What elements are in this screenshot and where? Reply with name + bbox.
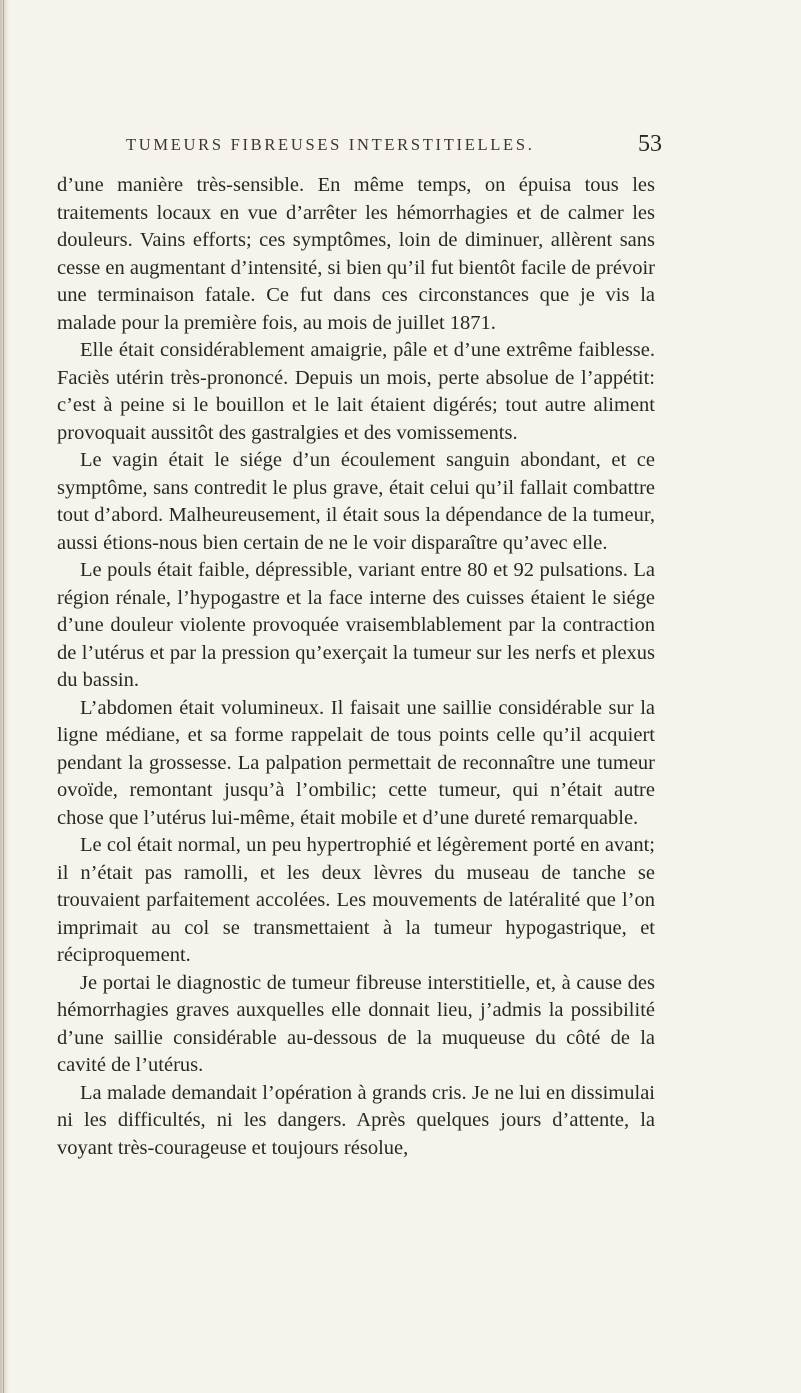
paragraph-abdomen: L’abdomen était volumineux. Il faisait une saillie considérable sur la ligne médiane, et sa forme rappelait de tous points celle qu’il acquiert pendant la grossesse. La palpation permettait de reconnaître une tumeur ovoïde, remontant jusqu’à l’ombilic; cette tumeur, qui n’était autre chose que l’utérus lui-même, était mobile et d’une dureté remarquable. bbox=[57, 696, 655, 829]
paragraph-diagnosis: Je portai le diagnostic de tumeur fibreuse interstitielle, et, à cause des hémorrhagies graves auxquelles elle donnait lieu, j’admis la possibilité d’une saillie considérable au-dessous de la muqueuse du côté de la cavité de l’utérus. bbox=[57, 971, 655, 1076]
running-title: TUMEURS FIBREUSES INTERSTITIELLES. bbox=[126, 135, 535, 154]
paragraph-continuation: d’une manière très-sensible. En même temps, on épuisa tous les traitements locaux en vue d’arrêter les hémorrhagies et de calmer les douleurs. Vains efforts; ces symptômes, loin de diminuer, allèrent sans cesse en augmentant d’intensité, si bien qu’il fut bientôt facile de prévoir une terminaison fatale. Ce fut dans ces circonstances que je vis la malade pour la première fois, au mois de juillet 1871. bbox=[57, 174, 655, 334]
paragraph-vaginal-flow: Le vagin était le siége d’un écoulement sanguin abondant, et ce symptôme, sans contredit le plus grave, était celui qu’il fallait combattre tout d’abord. Malheureusement, il était sous la dépendance de la tumeur, aussi étions-nous bien certain de ne le voir disparaître qu’avec elle. bbox=[57, 449, 655, 554]
paragraph-pulse: Le pouls était faible, dépressible, variant entre 80 et 92 pulsations. La région rénale, l’hypogastre et la face interne des cuisses étaient le siége d’une douleur violente provoquée vraisemblablement par la contraction de l’utérus et par la pression qu’exerçait la tumeur sur les nerfs et plexus du bassin. bbox=[57, 559, 655, 691]
page-binding-edge bbox=[0, 0, 9, 1393]
paragraph-operation-request: La malade demandait l’opération à grands cris. Je ne lui en dissimulai ni les difficultés, ni les dangers. Après quelques jours d’attente, la voyant très-courageuse et toujours résolue, bbox=[57, 1081, 655, 1159]
body-text bbox=[57, 172, 655, 1162]
page-number: 53 bbox=[638, 131, 662, 157]
paragraph-patient-state: Elle était considérablement amaigrie, pâle et d’une extrême faiblesse. Faciès utérin très-prononcé. Depuis un mois, perte absolue de l’appétit: c’est à peine si le bouillon et le lait étaient digérés; tout autre aliment provoquait aussitôt des gastralgies et des vomissements. bbox=[57, 339, 655, 444]
paragraph-cervix: Le col était normal, un peu hypertrophié et légèrement porté en avant; il n’était pas ramolli, et les deux lèvres du museau de tanche se trouvaient parfaitement accolées. Les mouvements de latéralité que l’on imprimait au col se transmettaient à la tumeur hypogastrique, et réciproquement. bbox=[57, 834, 655, 966]
page-binding-line bbox=[3, 0, 4, 1393]
page-header bbox=[126, 131, 662, 165]
